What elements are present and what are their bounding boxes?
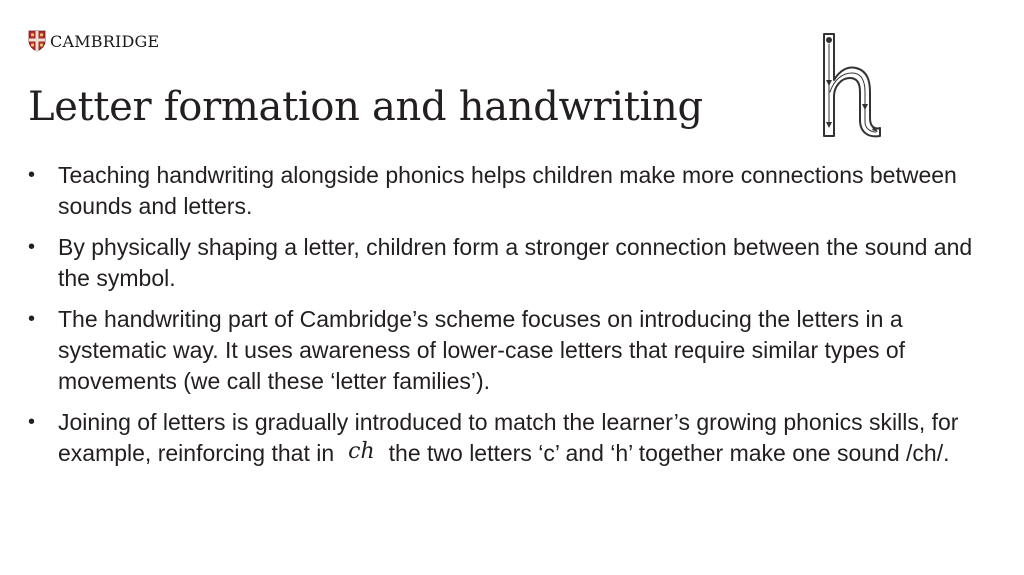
bullet-dot: • bbox=[28, 236, 36, 258]
inline-ch-handwriting: ch bbox=[348, 439, 375, 464]
bullet-text-before: Joining of letters is gradually introduced to match the learner’s growing phonics skills, for example, reinforcing that in bbox=[58, 409, 959, 466]
bullet-dot: • bbox=[28, 411, 36, 433]
bullet-text: By physically shaping a letter, children form a stronger connection between the sound and the symbol. bbox=[58, 234, 973, 291]
bullet-dot: • bbox=[28, 164, 36, 186]
bullet-item bbox=[28, 407, 988, 470]
bullet-list bbox=[28, 160, 988, 480]
bullet-item bbox=[28, 304, 988, 397]
logo-text: CAMBRIDGE bbox=[50, 31, 160, 51]
bullet-text: Teaching handwriting alongside phonics helps children make more connections between sounds and letters. bbox=[58, 162, 957, 219]
bullet-text-after: the two letters ‘c’ and ‘h’ together make one sound /ch/. bbox=[388, 440, 950, 466]
bullet-text: The handwriting part of Cambridge’s scheme focuses on introducing the letters in a systematic way. It uses awareness of lower-case letters that require similar types of movements (we call these ‘letter families’). bbox=[58, 306, 906, 394]
bullet-dot: • bbox=[28, 308, 36, 330]
cambridge-logo bbox=[28, 29, 159, 53]
letter-h-tracing-icon bbox=[810, 30, 882, 145]
bullet-item bbox=[28, 160, 988, 222]
cambridge-shield-icon bbox=[28, 30, 46, 52]
slide-title: Letter formation and handwriting bbox=[28, 84, 703, 130]
bullet-item bbox=[28, 232, 988, 294]
